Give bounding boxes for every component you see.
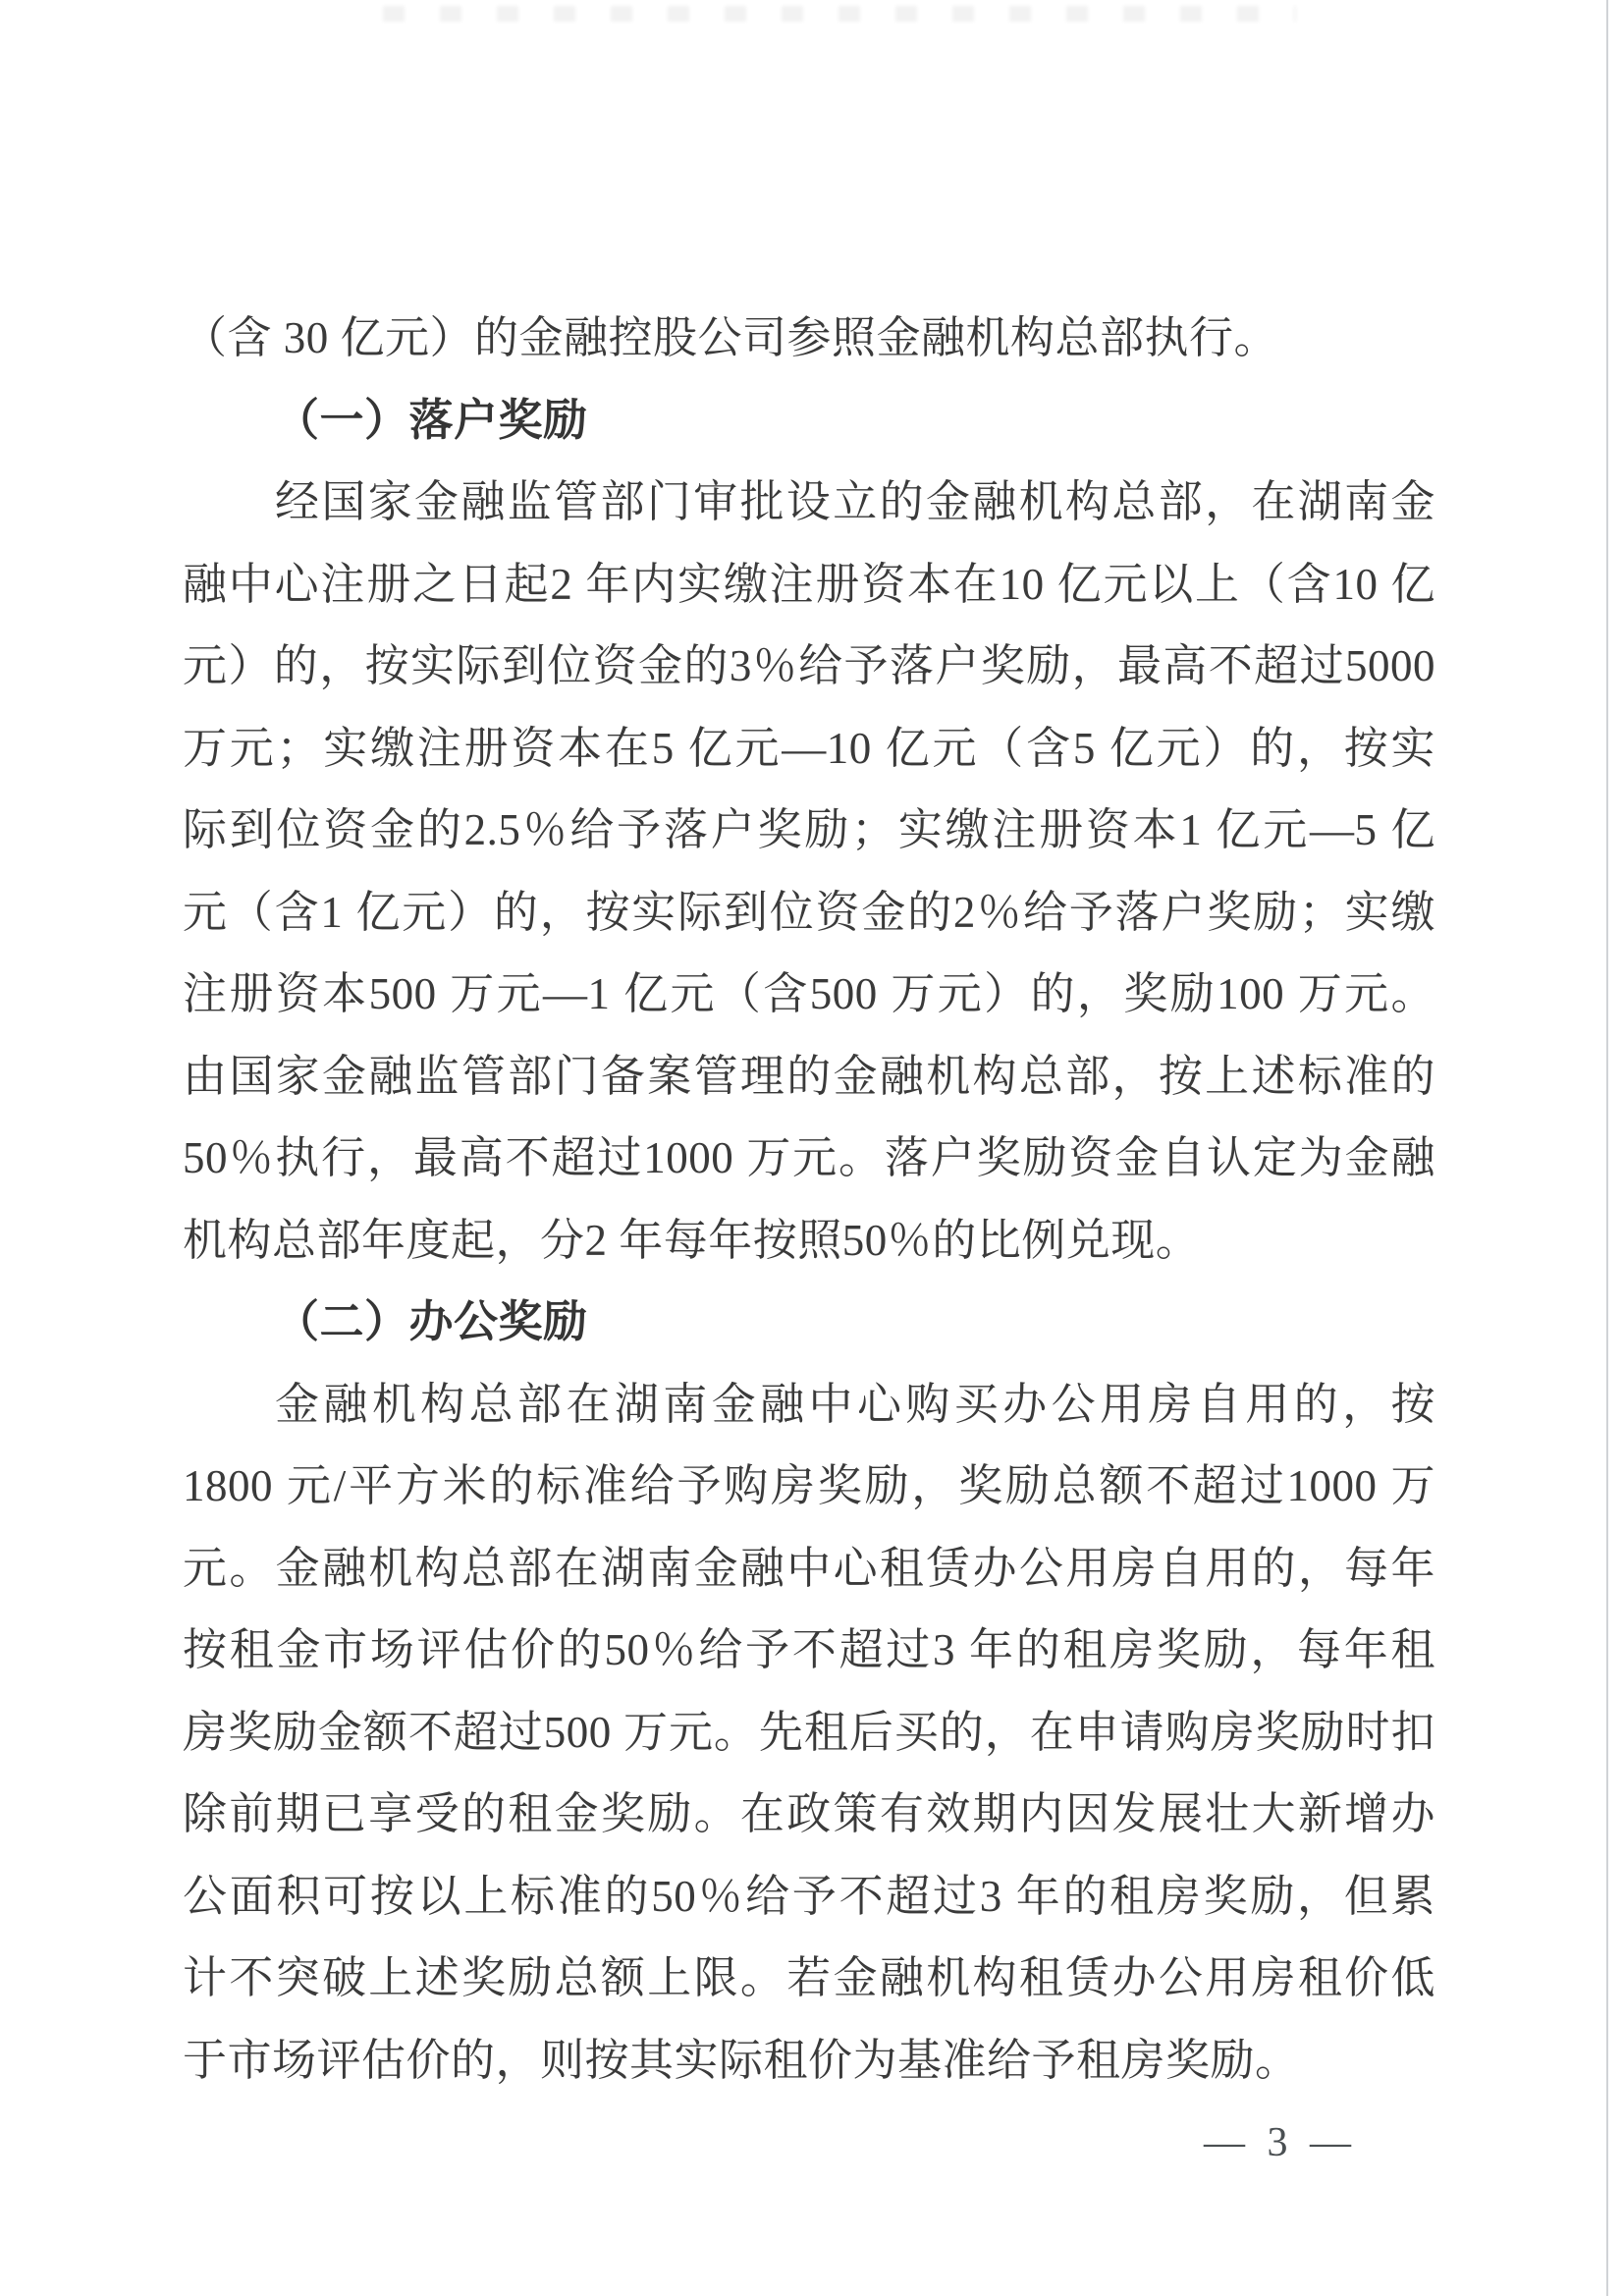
text-line: 由国家金融监管部门备案管理的金融机构总部，按上述标准的 [183, 1051, 1435, 1101]
text-line: 金融机构总部在湖南金融中心购买办公用房自用的，按 [275, 1379, 1435, 1429]
section-heading: （一）落户奖励 [275, 395, 588, 445]
text-line: 元。金融机构总部在湖南金融中心租赁办公用房自用的，每年 [183, 1543, 1435, 1593]
scan-edge-line [1606, 0, 1608, 2296]
text-line: 1800 元/平方米的标准给予购房奖励，奖励总额不超过1000 万 [183, 1461, 1435, 1510]
document-body [183, 298, 1435, 2102]
page-number: — 3 — [1204, 2120, 1357, 2165]
text-line: 元（含1 亿元）的，按实际到位资金的2％给予落户奖励；实缴 [183, 887, 1435, 937]
text-line: 际到位资金的2.5％给予落户奖励；实缴注册资本1 亿元—5 亿 [183, 805, 1435, 854]
text-line: 计不突破上述奖励总额上限。若金融机构租赁办公用房租价低 [183, 1953, 1435, 2002]
text-line: 公面积可按以上标准的50％给予不超过3 年的租房奖励，但累 [183, 1871, 1435, 1921]
text-line: （含 30 亿元）的金融控股公司参照金融机构总部执行。 [183, 313, 1279, 362]
text-line: 经国家金融监管部门审批设立的金融机构总部，在湖南金 [275, 477, 1435, 526]
text-line: 50％执行，最高不超过1000 万元。落户奖励资金自认定为金融 [183, 1133, 1435, 1182]
section-heading: （二）办公奖励 [275, 1297, 588, 1346]
text-line: 房奖励金额不超过500 万元。先租后买的，在申请购房奖励时扣 [183, 1707, 1435, 1757]
text-line: 按租金市场评估价的50％给予不超过3 年的租房奖励，每年租 [183, 1625, 1435, 1674]
scan-bleed-artifact [383, 6, 1296, 22]
text-line: 融中心注册之日起2 年内实缴注册资本在10 亿元以上（含10 亿 [183, 559, 1435, 609]
text-line: 于市场评估价的，则按其实际租价为基准给予租房奖励。 [183, 2035, 1300, 2085]
text-line: 注册资本500 万元—1 亿元（含500 万元）的，奖励100 万元。 [183, 969, 1435, 1018]
text-line: 万元；实缴注册资本在5 亿元—10 亿元（含5 亿元）的，按实 [183, 723, 1435, 773]
text-line: 除前期已享受的租金奖励。在政策有效期内因发展壮大新增办 [183, 1789, 1435, 1838]
text-line: 元）的，按实际到位资金的3％给予落户奖励，最高不超过5000 [183, 641, 1435, 690]
text-line: 机构总部年度起，分2 年每年按照50％的比例兑现。 [183, 1215, 1201, 1265]
